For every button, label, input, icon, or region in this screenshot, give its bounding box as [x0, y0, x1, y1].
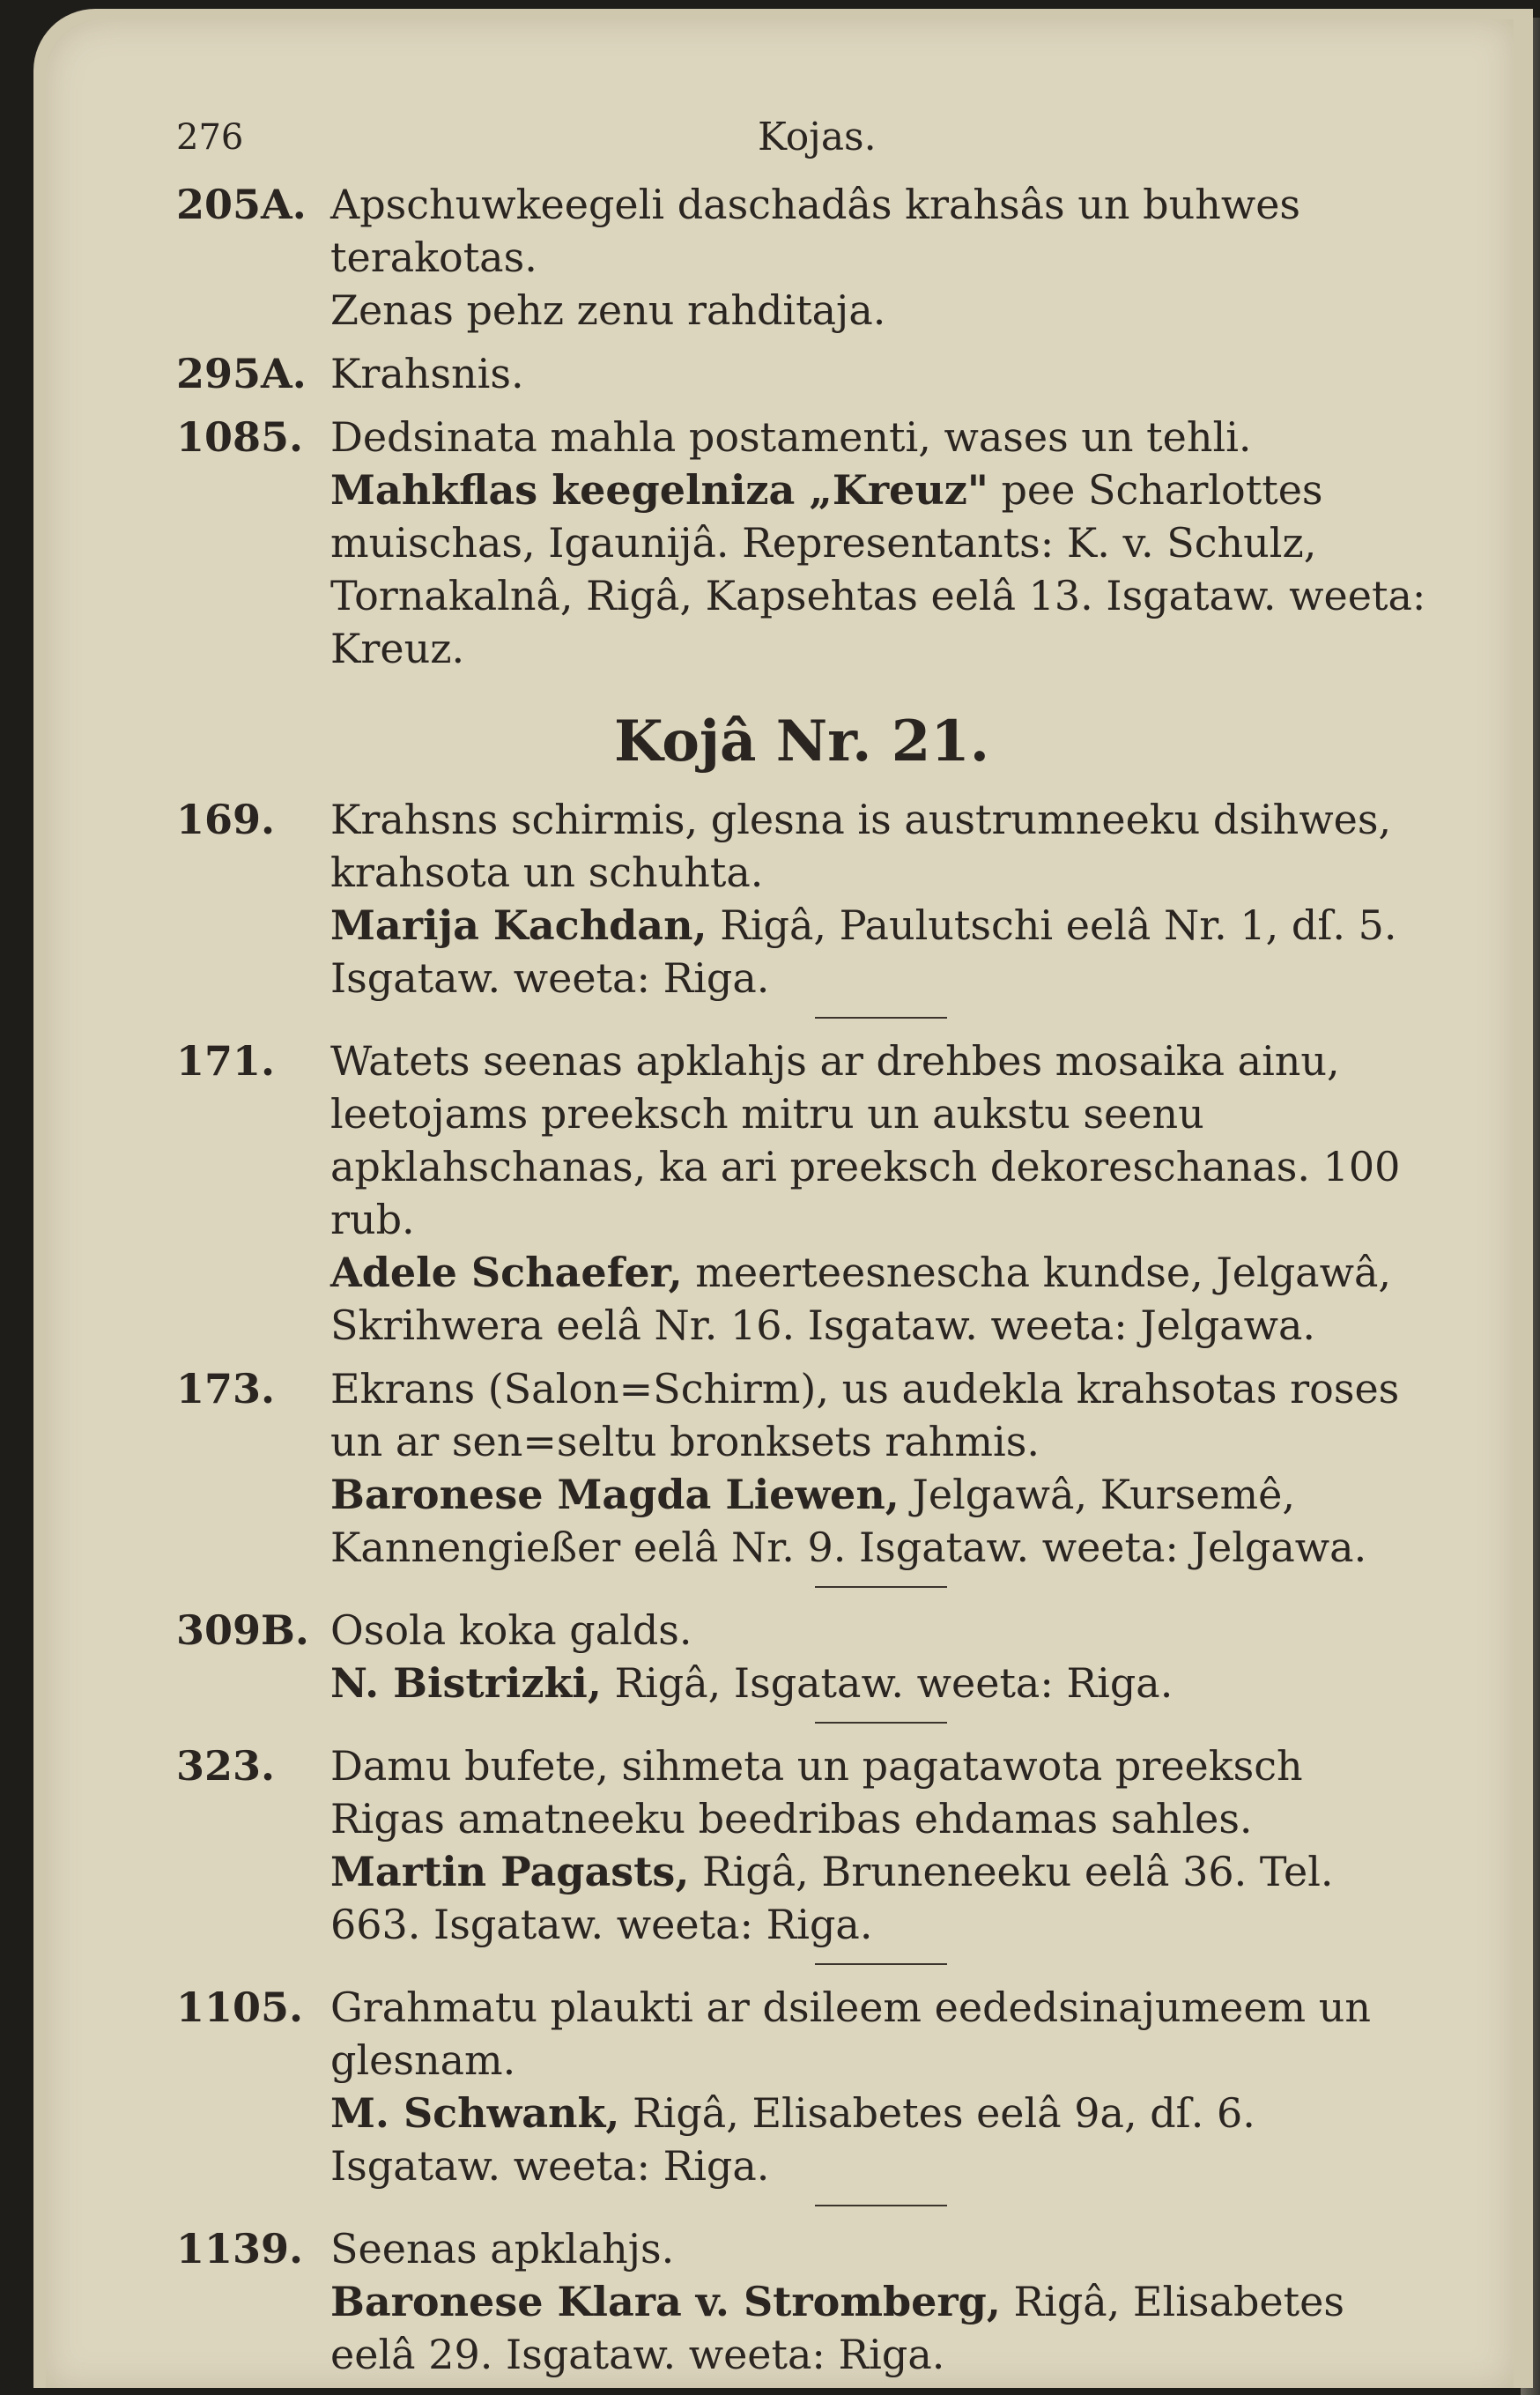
entry-detail: Zenas pehz zenu rahditaja. [330, 286, 886, 334]
entry [176, 1739, 1427, 1951]
entry-title: Seenas apklahjs. [330, 2225, 675, 2273]
entry-title: Apschuwkeegeli daschadâs krahsâs un buhwes terakotas. [330, 181, 1301, 281]
entry-number: 1139. [176, 2225, 304, 2273]
exhibitor-address: Rigâ, Elisabetes eelâ 9a, dſ. 6. Isgataw. weeta: Riga. [330, 2089, 1255, 2190]
entry-number: 1105. [176, 1983, 304, 2031]
divider [815, 1963, 947, 1965]
entry-detail [330, 1845, 1427, 1951]
entry [176, 1034, 1427, 1352]
exhibitor-address: Rigâ, Bruneneeku eelâ 36. Tel. 663. Isgataw. weeta: Riga. [330, 1848, 1334, 1948]
entry-detail [330, 1468, 1427, 1574]
running-title: Kojas. [758, 115, 877, 159]
entry-number: 171. [176, 1037, 276, 1085]
page-header [176, 97, 1427, 167]
entry-title: Grahmatu plaukti ar dsileem eededsinajumeem un glesnam. [330, 1983, 1372, 2084]
entry [176, 178, 1427, 337]
entry [176, 411, 1427, 675]
entry [176, 1981, 1427, 2192]
entry-number: 169. [176, 796, 276, 843]
entry [176, 793, 1427, 1005]
divider [815, 1017, 947, 1019]
entry [176, 1362, 1427, 1574]
section-heading: Kojâ Nr. 21. [613, 708, 990, 775]
entry-detail [330, 899, 1427, 1005]
exhibitor-address: Rigâ, Isgataw. weeta: Riga. [601, 1659, 1174, 1707]
entry [176, 347, 1427, 400]
exhibitor-name: Baronese Klara v. Stromberg, [330, 2278, 1001, 2325]
entry-title: Dedsinata mahla postamenti, wases un tehli. [330, 413, 1252, 461]
entry-number: 1085. [176, 413, 304, 461]
entry-title: Osola koka galds. [330, 1606, 692, 1654]
entry-title: Krahsns schirmis, glesna is austrumneeku dsihwes, krahsota un schuhta. [330, 796, 1392, 896]
exhibitor-name: N. Bistrizki, [330, 1659, 602, 1707]
entry-title: Krahsnis. [330, 350, 524, 397]
entry-detail [330, 1657, 1427, 1709]
exhibitor-name: Martin Pagasts, [330, 1848, 690, 1895]
entry-detail [330, 2087, 1427, 2192]
divider [815, 1586, 947, 1588]
exhibitor-address: Rigâ, Elisabetes eelâ 29. Isgataw. weeta: Riga. [330, 2278, 1344, 2378]
divider [815, 1722, 947, 1724]
page-number: 276 [176, 117, 244, 158]
exhibitor-address: Rigâ, Paulutschi eelâ Nr. 1, dſ. 5. Isgataw. weeta: Riga. [330, 901, 1397, 1002]
entry-number: 295A. [176, 350, 307, 397]
exhibitor-address: meerteesnescha kundse, Jelgawâ, Skrihwera eelâ Nr. 16. Isgataw. weeta: Jelgawa. [330, 1249, 1392, 1349]
entry-title: Ekrans (Salon=Schirm), us audekla krahsotas roses un ar sen=seltu bronksets rahmis. [330, 1365, 1400, 1465]
exhibitor-name: Adele Schaefer, [330, 1249, 683, 1296]
exhibitor-address: pee Scharlottes muischas, Igaunijâ. Representants: K. v. Schulz, Tornakalnâ, Rigâ, Kapsehtas eelâ 13. Isgataw. weeta: Kreuz. [330, 466, 1426, 672]
entry-number: 309B. [176, 1606, 309, 1654]
entry-detail [330, 1246, 1427, 1352]
page-content [176, 97, 1427, 2381]
entry-title: Damu bufete, sihmeta un pagatawota preeksch Rigas amatneeku beedribas ehdamas sahles. [330, 1742, 1303, 1843]
exhibitor-address: Jelgawâ, Kursemê, Kannengießer eelâ Nr. 9. Isgataw. weeta: Jelgawa. [330, 1471, 1367, 1571]
exhibitor-name: M. Schwank, [330, 2089, 620, 2137]
entry-detail [330, 463, 1427, 675]
divider [815, 2205, 947, 2206]
entry-number: 173. [176, 1365, 276, 1413]
exhibitor-name: Baronese Magda Liewen, [330, 1471, 900, 1518]
entry-number: 205A. [176, 181, 307, 228]
entry [176, 1604, 1427, 1709]
entry-number: 323. [176, 1742, 276, 1790]
exhibitor-name: Marija Kachdan, [330, 901, 707, 949]
entry-title: Watets seenas apklahjs ar drehbes mosaika ainu, leetojams preeksch mitru un aukstu seenu apklahschanas, ka ari preeksch dekoreschanas. 100 rub. [330, 1037, 1401, 1243]
entry-detail [330, 2275, 1427, 2381]
exhibitor-name: Mahkflas keegelniza „Kreuz" [330, 466, 988, 514]
entry [176, 2222, 1427, 2381]
